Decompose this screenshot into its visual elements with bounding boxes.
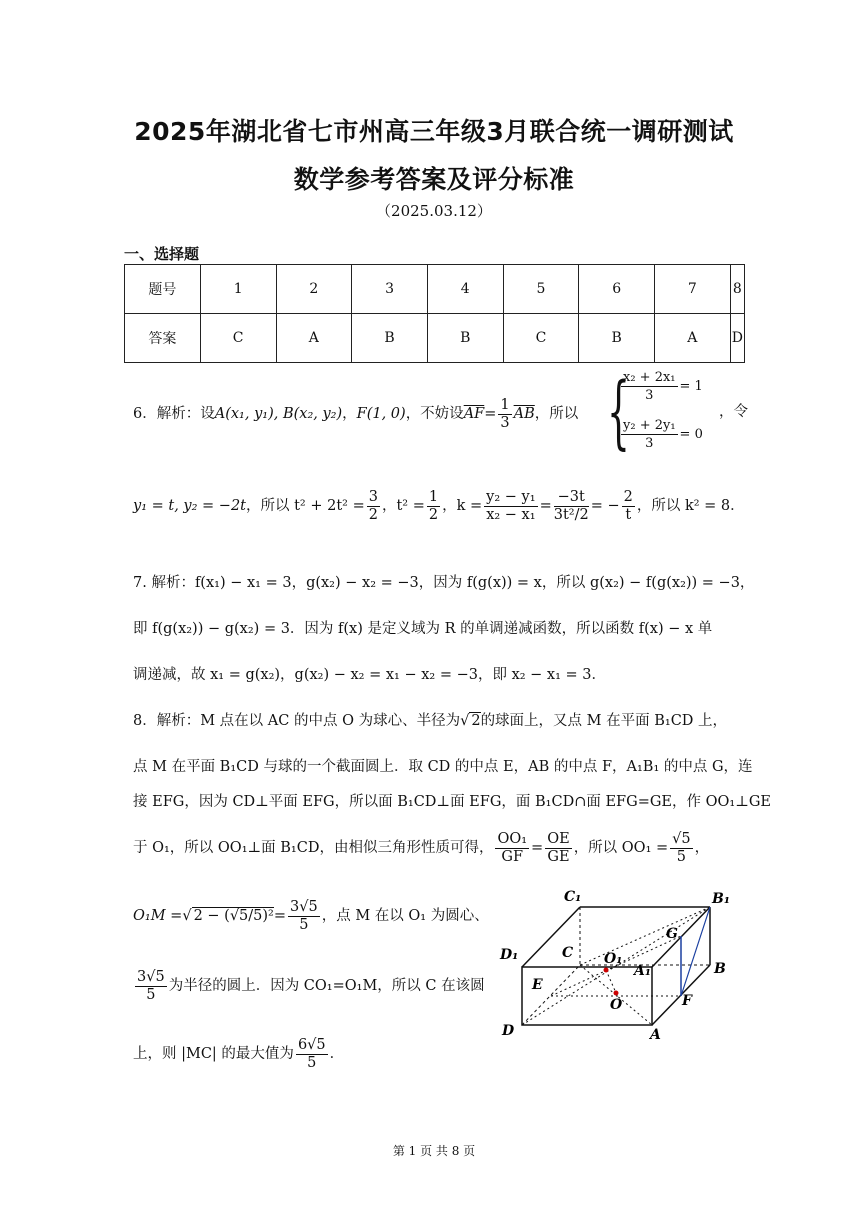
label-b: B (714, 961, 726, 977)
denominator: 3 (645, 436, 654, 451)
table-row-answers (125, 314, 745, 363)
q8-line-4: 于 O₁，所以 OO₁⊥面 B₁CD，由相似三角形性质可得， $\frac{\text{OO₁}}{GF}$ = $\frac{OE}{GE}$ ，所以 OO₁ = $\frac{√5}{5}$ ， (133, 831, 710, 865)
q6-text: ，k = (442, 498, 483, 514)
q6-text: = − (590, 498, 620, 514)
table-cell: 6 (579, 265, 655, 314)
label-f: F (682, 993, 692, 1009)
fraction (621, 370, 678, 403)
label-b1: B₁ (712, 891, 730, 907)
q8-line-7 (133, 1038, 344, 1070)
label-a1: A₁ (634, 963, 651, 979)
q8-text: 8．解析：M 点在以 AC 的中点 O 为球心、半径为 (133, 713, 461, 729)
system-row-2 (619, 418, 703, 451)
table-cell: B (352, 314, 428, 363)
q8-o1m: O₁M = (133, 908, 183, 924)
denominator: 3t²/2 (553, 506, 589, 523)
fraction (545, 832, 571, 864)
numerator: 3√5 (137, 969, 165, 985)
q8-text: 于 O₁，所以 OO₁⊥面 B₁CD，由相似三角形性质可得， (133, 840, 494, 856)
q6-points: A(x₁, y₁), B(x₂, y₂) (214, 406, 343, 422)
fraction (367, 490, 380, 522)
q6-let: y₁ = t, y₂ = −2t (133, 498, 246, 514)
numerator: x₂ + 2x₁ (623, 370, 676, 385)
answer-table (124, 264, 745, 363)
table-cell: A (276, 314, 352, 363)
numerator: OE (547, 831, 570, 847)
title-line-2: 数学参考答案及评分标准 (293, 165, 575, 194)
table-cell: 5 (503, 265, 579, 314)
vector-ab: $\overline{AB}$ (513, 406, 535, 422)
denominator: t (625, 506, 632, 523)
q8-text: ，所以 OO₁ = (573, 840, 669, 856)
geometry-figure (498, 885, 738, 1045)
numerator: 2 (623, 489, 633, 505)
label-d: D (502, 1023, 515, 1039)
denominator: 5 (299, 916, 309, 933)
q6-text: ，所以 (534, 406, 579, 422)
fraction (484, 490, 537, 522)
q6-line-2: y₁ = t, y₂ = −2t，所以 t² + 2t² = $\frac{3}{2}$ ，t² = $\frac{1}{2}$ ，k = $\frac{\text{y₂ − y₁}}{\text{x₂ − x₁}}$ = $\frac{-3t}{\text{3t²/2}}$ = − $\frac{2}{t}$ ，所以 k² = 8． (133, 489, 745, 523)
rhs: = 0 (679, 427, 703, 442)
table-cell: C (200, 314, 276, 363)
exam-date: （2025.03.12） (376, 202, 492, 220)
denominator: 2 (428, 506, 439, 523)
q8-line-3: 接 EFG，因为 CD⊥平面 EFG，所以面 B₁CD⊥面 EFG，面 B₁CD∩面 EFG=GE，作 OO₁⊥GE (133, 794, 772, 810)
table-cell: 3 (352, 265, 428, 314)
denominator: 3 (500, 414, 510, 431)
row-label: 答案 (125, 314, 201, 363)
title-line-1: 2025年湖北省七市州高三年级3月联合统一调研测试 (134, 117, 734, 146)
table-cell: B (579, 314, 655, 363)
fraction (670, 832, 692, 864)
numerator: √5 (672, 831, 691, 847)
q6-ling: ，令 (719, 404, 748, 420)
label-a: A (650, 1027, 661, 1043)
table-cell: 8 (730, 265, 744, 314)
q6-text: ，所以 k² = 8． (636, 498, 745, 514)
numerator: −3t (554, 490, 589, 507)
label-d1: D₁ (500, 947, 519, 963)
table-cell: 2 (276, 265, 352, 314)
q8-line-1: 8．解析：M 点在以 AC 的中点 O 为球心、半径为√ 2的球面上，又点 M 在平面 B₁CD 上， (133, 713, 728, 729)
q8-text: ． (329, 1046, 345, 1062)
q6-prefix: 6．解析：设 (133, 406, 215, 422)
numerator: y₂ − y₁ (486, 489, 536, 505)
denominator: 5 (676, 848, 686, 865)
denominator: 2 (368, 506, 378, 523)
page-footer: 第 1 页 共 8 页 (392, 1144, 476, 1158)
system-row-1 (619, 370, 703, 403)
table-cell: D (730, 314, 744, 363)
fraction (495, 832, 529, 864)
q6-text: ，所以 t² + 2t² = (246, 498, 365, 514)
table-cell: A (655, 314, 731, 363)
equation-system (607, 365, 717, 460)
q6-text: ，不妨设 (405, 406, 464, 422)
equals: = (273, 908, 287, 924)
numerator: 1 (500, 397, 510, 413)
numerator: 1 (428, 489, 439, 505)
q8-line-2: 点 M 在平面 B₁CD 与球的一个截面圆上．取 CD 的中点 E，AB 的中点 F，A₁B₁ 的中点 G，连 (133, 759, 753, 775)
rhs: = 1 (679, 379, 703, 394)
q8-text: ，点 M 在以 O₁ 为圆心、 (321, 908, 489, 924)
q7-line-2: 即 f(g(x₂)) − g(x₂) = 3．因为 f(x) 是定义域为 R 的单调递减函数，所以函数 f(x) − x 单 (133, 621, 713, 637)
row-label: 题号 (125, 265, 201, 314)
label-o1: O₁ (604, 951, 623, 967)
table-row-numbers (125, 265, 745, 314)
vector-af: $\overline{AF}$ (463, 406, 485, 422)
fraction (296, 1038, 328, 1070)
denominator: 5 (146, 986, 156, 1003)
fraction (135, 970, 167, 1002)
numerator: OO₁ (497, 831, 528, 847)
fraction (427, 490, 440, 522)
q6-line-1: 6．解析：设A(x₁, y₁), B(x₂, y₂)，F(1, 0)，不妨设$\overline{AF}=$ $\frac{1}{3}$ $\overline{AB}$，所以 (133, 397, 579, 431)
fraction (498, 398, 511, 430)
q6-focus: F(1, 0) (356, 406, 406, 422)
label-o: O (610, 997, 623, 1013)
equals: = (484, 406, 497, 422)
table-cell: B (427, 314, 503, 363)
label-g: G (666, 926, 678, 942)
table-cell: 1 (200, 265, 276, 314)
sqrt-value: 2 (471, 713, 481, 729)
brace-icon: { (607, 365, 630, 458)
q7-line-1: 7. 解析：f(x₁) − x₁ = 3，g(x₂) − x₂ = −3，因为 f(g(x)) = x，所以 g(x₂) − f(g(x₂)) = −3， (133, 575, 755, 591)
denominator: 3 (645, 388, 654, 403)
denominator: 5 (307, 1054, 317, 1071)
q8-line-6 (133, 970, 485, 1002)
sqrt-value: 2 − (√5/5)² (193, 908, 274, 924)
q8-text: 上，则 |MC| 的最大值为 (133, 1046, 294, 1062)
label-c: C (562, 945, 574, 961)
numerator: 3√5 (290, 899, 318, 915)
denominator: GF (501, 848, 524, 865)
table-cell: 4 (427, 265, 503, 314)
label-e: E (532, 977, 543, 993)
numerator: 6√5 (297, 1037, 326, 1053)
fraction (621, 418, 678, 451)
denominator: GE (547, 848, 570, 865)
denominator: x₂ − x₁ (486, 506, 536, 523)
section-heading: 一、选择题 (124, 245, 200, 263)
fraction (554, 490, 589, 522)
q8-text: 的球面上，又点 M 在平面 B₁CD 上， (480, 713, 728, 729)
q6-text: ，t² = (381, 498, 425, 514)
q8-text: 为半径的圆上．因为 CO₁=O₁M，所以 C 在该圆 (168, 978, 485, 994)
table-cell: 7 (655, 265, 731, 314)
q8-line-5: O₁M =√ 2 − (√5/5)²= $\frac{3√5}{5}$ ，点 M 在以 O₁ 为圆心、 (133, 899, 489, 933)
table-cell: C (503, 314, 579, 363)
label-c1: C₁ (564, 889, 582, 905)
numerator: 3 (368, 489, 378, 505)
q7-line-3: 调递减，故 x₁ = g(x₂)，g(x₂) − x₂ = x₁ − x₂ = −3，即 x₂ − x₁ = 3． (133, 667, 607, 683)
numerator: y₂ + 2y₁ (623, 418, 676, 433)
fraction (288, 900, 320, 932)
fraction (622, 490, 635, 522)
